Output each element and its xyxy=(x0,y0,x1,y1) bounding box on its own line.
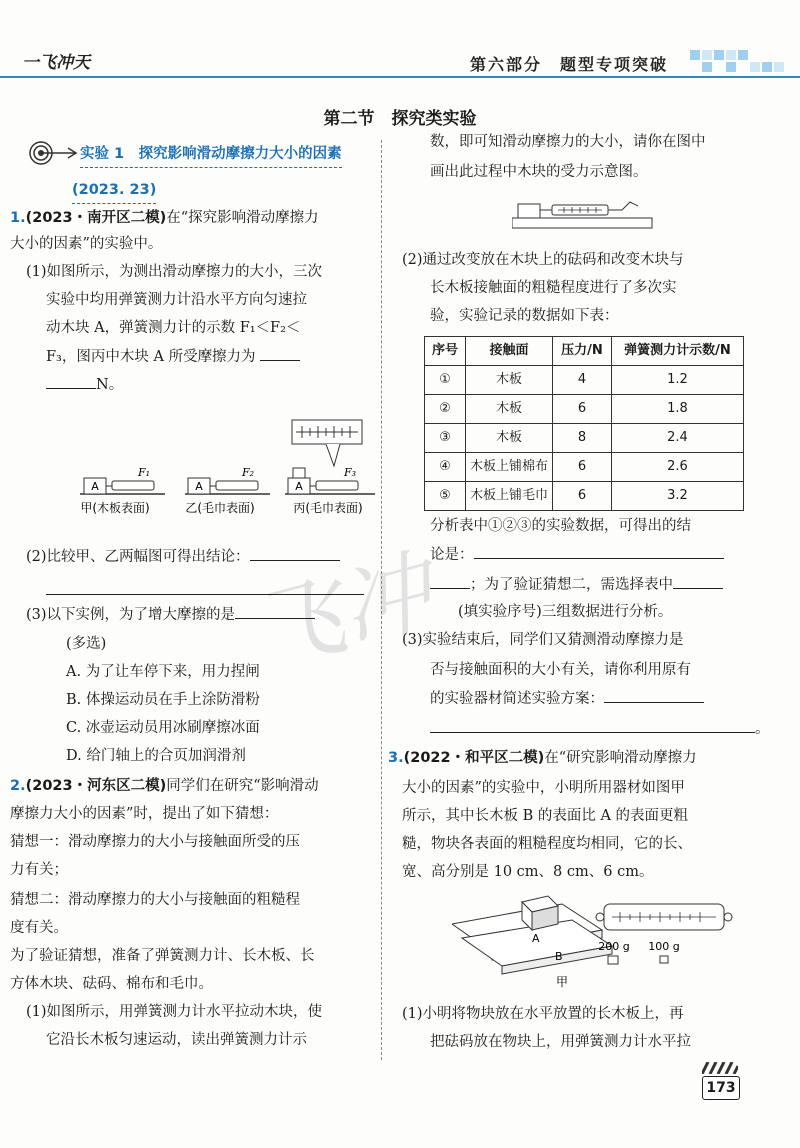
page-number: 173 xyxy=(702,1076,740,1100)
weight-icon xyxy=(660,956,668,963)
q2-p3-line: 否与接触面积的大小有关，请你利用原有 xyxy=(430,662,691,678)
q2-figure xyxy=(512,194,662,234)
q2-p3-line: 的实验器材简述实验方案： xyxy=(430,686,704,712)
q2-line: 它沿长木板匀速运动，读出弹簧测力计示 xyxy=(46,1032,307,1048)
q2-p3-blank: 。 xyxy=(430,716,770,742)
q3-p1-line: (1)小明将物块放在水平放置的长木板上，再 xyxy=(402,1006,684,1022)
weight-icon xyxy=(293,468,305,478)
q1-p1-line: F₃，图丙中木块 A 所受摩擦力为 xyxy=(46,344,300,370)
q2-line: 猜想二：滑动摩擦力的大小与接触面的粗糙程 xyxy=(10,892,300,908)
q1-p3: (3)以下实例，为了增大摩擦的是 xyxy=(26,602,315,628)
q1-p1-line: 动木块 A，弹簧测力计的示数 F₁＜F₂＜ xyxy=(46,320,301,336)
q3-line: 所示，其中长木板 B 的表面比 A 的表面更粗 xyxy=(402,808,689,824)
weight-label: 100 g xyxy=(648,940,680,953)
spring-scale-icon xyxy=(216,481,258,490)
q2-line: 方体木块、砝码、棉布和毛巾。 xyxy=(10,976,213,992)
spring-scale-icon xyxy=(112,481,154,490)
q3-line: 宽、高分别是 10 cm、8 cm、6 cm。 xyxy=(402,864,654,880)
table-row: ② 木板 6 1.8 xyxy=(425,395,744,424)
spring-scale-icon xyxy=(316,481,358,490)
force-label: F₂ xyxy=(242,466,255,479)
column-divider xyxy=(381,140,382,1060)
block-label: A xyxy=(195,480,203,493)
data-table xyxy=(424,336,744,511)
board-label: B xyxy=(555,950,563,963)
brand-logo: 一飞冲天 xyxy=(22,53,90,73)
q1-figure xyxy=(70,406,380,518)
q1-p1-answer: N。 xyxy=(46,372,123,398)
fig-caption: 甲 xyxy=(555,975,569,989)
spring-scale-readout xyxy=(292,420,362,466)
option: B. 体操运动员在手上涂防滑粉 xyxy=(66,692,260,708)
block-label: A xyxy=(91,480,99,493)
section-title: 第二节 探究类实验 xyxy=(323,109,477,129)
q2-line: (1)如图所示，用弹簧测力计水平拉动木块，使 xyxy=(26,1004,323,1020)
left-column xyxy=(10,140,370,1060)
weight-label: 200 g xyxy=(598,940,630,953)
q3-line: 糙，物块各表面的粗糙程度均相同，它的长、 xyxy=(402,836,692,852)
block-label: A xyxy=(295,480,303,493)
q2-heading: 2.(2023・河东区二模)同学们在研究“影响滑动 xyxy=(10,778,319,794)
page-stripe-icon xyxy=(702,1062,738,1074)
q2-p2-line: (2)通过改变放在木块上的砝码和改变木块与 xyxy=(402,252,684,268)
q2-p2-line: 长木板接触面的粗糙程度进行了多次实 xyxy=(430,280,677,296)
watermark: 飞冲 xyxy=(241,539,443,688)
option: C. 冰壶运动员用冰刷摩擦冰面 xyxy=(66,720,260,736)
board-label: A xyxy=(532,932,540,945)
q2-line: 力有关； xyxy=(10,862,68,878)
fig-label: 甲(木板表面) xyxy=(80,501,150,515)
force-label: F₃ xyxy=(344,466,357,479)
q1-line: 大小的因素”的实验中。 xyxy=(10,236,163,252)
target-icon xyxy=(28,140,78,166)
q2-line: 画出此过程中木块的受力示意图。 xyxy=(430,164,648,180)
q2-line: 猜想一：滑动摩擦力的大小与接触面所受的压 xyxy=(10,834,300,850)
q1-p1-line: 实验中均用弹簧测力计沿水平方向匀速拉 xyxy=(46,292,307,308)
q2-analysis-line: ；为了验证猜想二，需选择表中 xyxy=(430,572,723,598)
table-row: ③ 木板 8 2.4 xyxy=(425,424,744,453)
fig-label: 乙(毛巾表面) xyxy=(185,501,255,515)
header-decoration-icon xyxy=(690,48,790,74)
experiment-label: 实验 1 探究影响滑动摩擦力大小的因素 xyxy=(80,142,342,168)
q2-analysis-line: 分析表中①②③的实验数据，可得出的结 xyxy=(430,518,691,534)
q2-line: 为了验证猜想，准备了弹簧测力计、长木板、长 xyxy=(10,948,315,964)
q2-line: 度有关。 xyxy=(10,920,68,936)
q2-line: 摩擦力大小的因素”时，提出了如下猜想： xyxy=(10,806,279,822)
q3-heading: 3.(2022・和平区二模)在“研究影响滑动摩擦力 xyxy=(388,750,697,766)
table-header-row: 序号 接触面 压力/N 弹簧测力计示数/N xyxy=(425,337,744,366)
table-row: ④ 木板上铺棉布 6 2.6 xyxy=(425,453,744,482)
option: D. 给门轴上的合页加润滑剂 xyxy=(66,748,246,764)
q1-p3-note: (多选) xyxy=(66,636,107,652)
q1-heading: 1.(2023・南开区二模)在“探究影响滑动摩擦力 xyxy=(10,210,319,226)
q1-p2: (2)比较甲、乙两幅图可得出结论： xyxy=(26,544,340,570)
q2-analysis-line: (填实验序号)三组数据进行分析。 xyxy=(458,604,673,620)
q2-analysis-line: 论是： xyxy=(430,542,724,568)
q2-p3-line: (3)实验结束后，同学们又猜测滑动摩擦力是 xyxy=(402,632,684,648)
force-label: F₁ xyxy=(138,466,151,479)
weight-icon xyxy=(608,956,618,964)
table-row: ⑤ 木板上铺毛巾 6 3.2 xyxy=(425,482,744,511)
block xyxy=(518,204,540,218)
q3-figure xyxy=(452,890,742,990)
q1-p2-blank xyxy=(46,578,364,604)
q3-line: 大小的因素”的实验中，小明所用器材如图甲 xyxy=(402,780,685,796)
fig-label: 丙(毛巾表面) xyxy=(293,501,363,515)
q3-p1-line: 把砝码放在物块上，用弹簧测力计水平拉 xyxy=(430,1034,691,1050)
part-title: 第六部分 题型专项突破 xyxy=(470,55,669,74)
experiment-year: (2023. 23) xyxy=(72,178,156,204)
q2-p2-line: 验，实验记录的数据如下表： xyxy=(430,308,619,324)
table-row: ① 木板 4 1.2 xyxy=(425,366,744,395)
q2-line: 数，即可知滑动摩擦力的大小，请你在图中 xyxy=(430,134,706,150)
right-column xyxy=(388,130,782,1090)
header-rule xyxy=(0,76,800,78)
option: A. 为了让车停下来，用力捏闸 xyxy=(66,664,260,680)
q1-p1-line: (1)如图所示，为测出滑动摩擦力的大小，三次 xyxy=(26,264,323,280)
